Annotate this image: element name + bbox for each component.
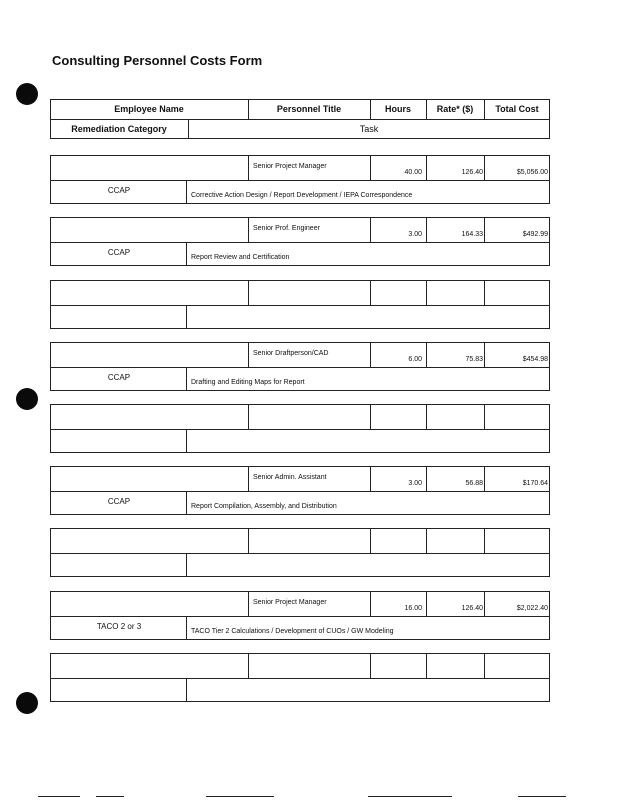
- rate-cell[interactable]: 75.83: [465, 356, 483, 363]
- task-cell[interactable]: Report Compilation, Assembly, and Distribution: [191, 503, 337, 510]
- task-cell[interactable]: Report Review and Certification: [191, 254, 290, 261]
- rate-cell[interactable]: 56.88: [465, 480, 483, 487]
- hours-header: Hours: [384, 104, 411, 114]
- total-cost-header: Total Cost: [495, 104, 539, 114]
- task-header: Task: [359, 124, 379, 134]
- hours-cell[interactable]: 3.00: [408, 231, 422, 238]
- remediation-category-cell[interactable]: CCAP: [107, 248, 131, 257]
- total-cost-cell[interactable]: $5,056.00: [516, 169, 548, 176]
- employee-name-cell[interactable]: [52, 286, 246, 300]
- hours-cell[interactable]: 16.00: [404, 605, 422, 612]
- personnel-title-cell[interactable]: Senior Project Manager: [253, 163, 327, 170]
- remediation-category-header: Remediation Category: [71, 124, 167, 134]
- remediation-category-cell[interactable]: CCAP: [107, 186, 131, 195]
- employee-name-cell[interactable]: [52, 410, 246, 424]
- employee-name-cell[interactable]: [52, 161, 246, 175]
- punch-hole-middle: [16, 388, 38, 410]
- remediation-category-cell[interactable]: CCAP: [107, 373, 131, 382]
- employee-name-cell[interactable]: [52, 659, 246, 673]
- rate-cell[interactable]: 164.33: [461, 231, 483, 238]
- employee-name-cell[interactable]: [52, 534, 246, 548]
- employee-name-cell[interactable]: [52, 348, 246, 362]
- task-cell[interactable]: TACO Tier 2 Calculations / Development of CUOs / GW Modeling: [191, 628, 394, 635]
- rate-cell[interactable]: 126.40: [461, 169, 483, 176]
- personnel-title-cell[interactable]: Senior Prof. Engineer: [253, 225, 320, 232]
- personnel-title-cell[interactable]: Senior Project Manager: [253, 599, 327, 606]
- employee-name-cell[interactable]: [52, 223, 246, 237]
- total-cost-cell[interactable]: $492.99: [522, 231, 548, 238]
- total-cost-cell[interactable]: $454.98: [522, 356, 548, 363]
- remediation-category-cell[interactable]: TACO 2 or 3: [96, 622, 142, 631]
- task-cell[interactable]: Corrective Action Design / Report Development / IEPA Correspondence: [191, 192, 413, 199]
- total-cost-cell[interactable]: $2,022.40: [516, 605, 548, 612]
- employee-name-cell[interactable]: [52, 472, 246, 486]
- punch-hole-top: [16, 83, 38, 105]
- total-cost-cell[interactable]: $170.64: [522, 480, 548, 487]
- employee-name-cell[interactable]: [52, 597, 246, 611]
- task-cell[interactable]: Drafting and Editing Maps for Report: [191, 379, 305, 386]
- employee-name-header: Employee Name: [114, 104, 184, 114]
- personnel-title-cell[interactable]: Senior Admin. Assistant: [253, 474, 327, 481]
- rate-header: Rate* ($): [436, 104, 474, 114]
- remediation-category-cell[interactable]: CCAP: [107, 497, 131, 506]
- hours-cell[interactable]: 6.00: [408, 356, 422, 363]
- personnel-title-header: Personnel Title: [276, 104, 342, 114]
- form-title: Consulting Personnel Costs Form: [52, 53, 263, 68]
- hours-cell[interactable]: 40.00: [404, 169, 422, 176]
- personnel-title-cell[interactable]: Senior Draftperson/CAD: [253, 350, 329, 357]
- hours-cell[interactable]: 3.00: [408, 480, 422, 487]
- punch-hole-bottom: [16, 692, 38, 714]
- rate-cell[interactable]: 126.40: [461, 605, 483, 612]
